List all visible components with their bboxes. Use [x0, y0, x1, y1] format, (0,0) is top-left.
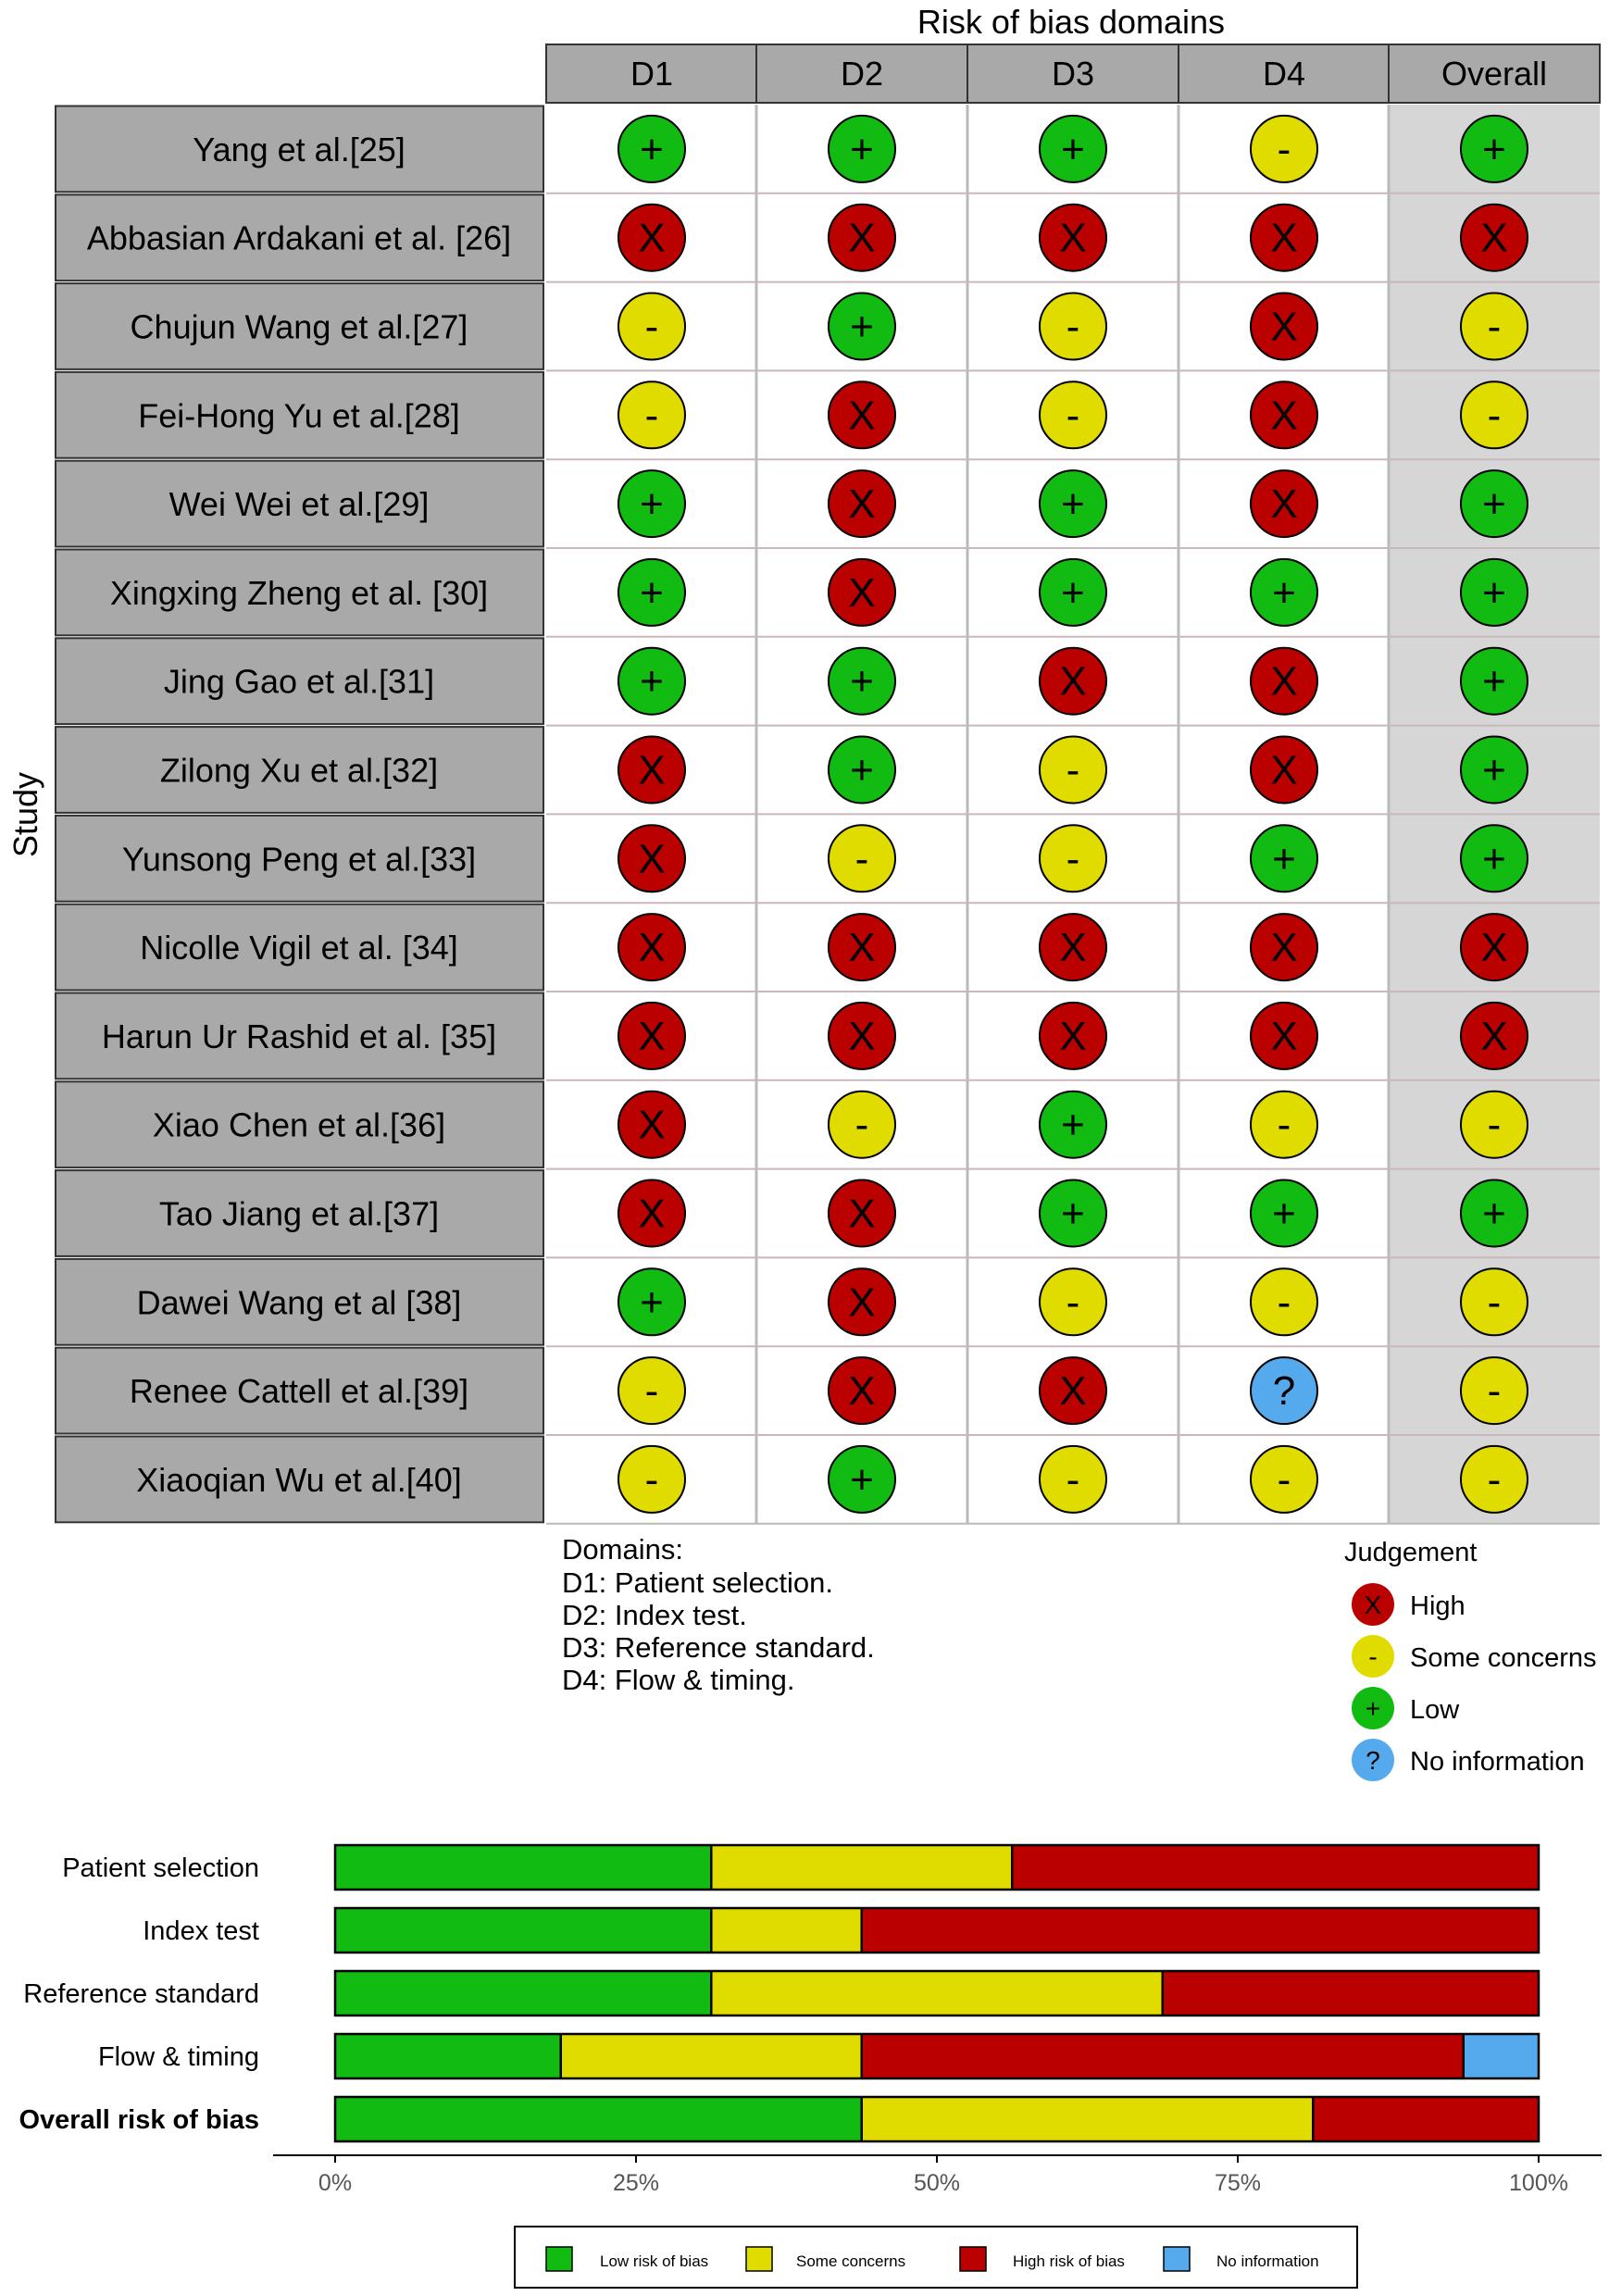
judgement-symbol: - — [1487, 1102, 1502, 1148]
judgement-symbol: - — [1277, 1279, 1291, 1326]
bar-segment-some — [561, 2034, 862, 2078]
domains-heading: Domains: — [562, 1533, 683, 1566]
study-label: Yang et al.[25] — [193, 130, 405, 168]
judgement-symbol: + — [640, 126, 664, 172]
legend-label-high: High — [1410, 1591, 1466, 1621]
judgement-symbol: X — [1059, 215, 1087, 261]
judgement-symbol: + — [1061, 126, 1085, 172]
judgement-symbol: X — [848, 569, 876, 616]
bar-segment-noinfo — [1464, 2034, 1539, 2078]
bar-segment-high — [1313, 2097, 1539, 2141]
judgement-symbol: - — [644, 1456, 659, 1503]
bar-category-label: Flow & timing — [97, 2042, 259, 2072]
traffic-light-plot — [6, 3, 1600, 1781]
header-label-d4: D4 — [1262, 55, 1306, 93]
summary-bar-chart — [19, 1845, 1602, 2288]
judgement-symbol: + — [1482, 658, 1506, 705]
judgement-symbol: X — [1270, 481, 1298, 528]
judgement-symbol: X — [638, 1191, 666, 1237]
study-label: Nicolle Vigil et al. [34] — [140, 929, 458, 967]
judgement-symbol: - — [644, 1368, 659, 1415]
judgement-symbol: + — [1482, 747, 1506, 793]
domain-description: D2: Index test. — [562, 1599, 747, 1631]
judgement-symbol: - — [1066, 1456, 1080, 1503]
legend-symbol: ? — [1366, 1746, 1380, 1775]
judgement-symbol: + — [1482, 126, 1506, 172]
x-tick-label: 100% — [1509, 2170, 1568, 2196]
study-label: Xiaoqian Wu et al.[40] — [136, 1460, 462, 1499]
x-tick-label: 0% — [318, 2170, 353, 2196]
judgement-symbol: X — [1480, 215, 1508, 261]
legend-symbol: X — [1364, 1591, 1382, 1619]
judgement-symbol: + — [640, 1279, 664, 1326]
judgement-symbol: - — [1066, 747, 1080, 793]
judgement-symbol: + — [850, 1456, 874, 1503]
study-label: Tao Jiang et al.[37] — [158, 1194, 440, 1233]
study-label: Wei Wei et al.[29] — [168, 485, 430, 524]
bar-legend-label-high: High risk of bias — [1013, 2252, 1125, 2270]
judgement-symbol: ? — [1272, 1368, 1296, 1415]
judgement-symbol: - — [854, 836, 869, 882]
study-label: Jing Gao et al.[31] — [163, 662, 435, 701]
bar-segment-low — [335, 1971, 711, 2015]
bar-legend-swatch-low — [546, 2247, 572, 2271]
judgement-symbol: + — [1272, 1191, 1296, 1237]
judgement-symbol: + — [1272, 569, 1296, 616]
study-label: Yunsong Peng et al.[33] — [121, 840, 477, 879]
judgement-symbol: X — [1059, 1013, 1087, 1059]
judgement-symbol: - — [1066, 393, 1080, 439]
judgement-symbol: + — [850, 747, 874, 793]
bar-segment-high — [1163, 1971, 1539, 2015]
judgement-symbol: - — [1066, 1279, 1080, 1326]
bar-segment-some — [711, 1971, 1163, 2015]
judgement-symbol: X — [1480, 1013, 1508, 1059]
header-label-d1: D1 — [630, 55, 674, 93]
judgement-symbol: X — [1270, 925, 1298, 971]
judgement-symbol: + — [1482, 1191, 1506, 1237]
judgement-symbol: + — [1272, 836, 1296, 882]
judgement-symbol: X — [848, 215, 876, 261]
judgement-symbol: + — [1482, 481, 1506, 528]
study-label: Harun Ur Rashid et al. [35] — [101, 1017, 497, 1055]
x-tick-label: 75% — [1214, 2170, 1262, 2196]
header-label-d2: D2 — [840, 55, 884, 93]
judgement-symbol: - — [1066, 304, 1080, 350]
judgement-symbol: X — [1059, 925, 1087, 971]
judgement-symbol: - — [1277, 126, 1291, 172]
bar-legend-swatch-some — [746, 2247, 772, 2271]
judgement-symbol: X — [638, 836, 666, 882]
judgement-symbol: + — [640, 481, 664, 528]
judgement-symbol: X — [1270, 1013, 1298, 1059]
bar-segment-some — [711, 1908, 862, 1953]
judgement-symbol: - — [1487, 1368, 1502, 1415]
judgement-symbol: + — [850, 304, 874, 350]
judgement-symbol: X — [638, 747, 666, 793]
bar-segment-some — [711, 1845, 1012, 1890]
judgement-symbol: X — [1059, 1368, 1087, 1415]
judgement-symbol: X — [1270, 393, 1298, 439]
judgement-legend-title: Judgement — [1344, 1538, 1478, 1567]
judgement-symbol: + — [1061, 1102, 1085, 1148]
bar-category-label: Reference standard — [23, 1979, 259, 2009]
study-label: Fei-Hong Yu et al.[28] — [138, 396, 460, 435]
judgement-symbol: - — [644, 393, 659, 439]
study-label: Zilong Xu et al.[32] — [159, 751, 439, 790]
judgement-symbol: - — [854, 1102, 869, 1148]
study-label: Chujun Wang et al.[27] — [130, 307, 468, 346]
legend-symbol: - — [1368, 1642, 1378, 1671]
domains-title: Risk of bias domains — [917, 3, 1226, 41]
judgement-symbol: + — [640, 569, 664, 616]
bar-segment-high — [1012, 1845, 1539, 1890]
judgement-symbol: - — [1487, 1279, 1502, 1326]
judgement-symbol: - — [1277, 1456, 1291, 1503]
domain-description: D4: Flow & timing. — [562, 1664, 795, 1696]
judgement-symbol: - — [1487, 393, 1502, 439]
x-tick-label: 50% — [913, 2170, 961, 2196]
judgement-symbol: - — [1487, 1456, 1502, 1503]
judgement-symbol: + — [1482, 569, 1506, 616]
y-axis-label: Study — [6, 771, 44, 858]
judgement-symbol: X — [1270, 658, 1298, 705]
judgement-symbol: + — [1061, 569, 1085, 616]
judgement-symbol: X — [848, 1279, 876, 1326]
domain-description: D3: Reference standard. — [562, 1631, 875, 1664]
judgement-symbol: X — [638, 1102, 666, 1148]
bar-segment-low — [335, 2097, 862, 2141]
judgement-symbol: + — [1482, 836, 1506, 882]
study-label: Dawei Wang et al [38] — [136, 1283, 462, 1322]
judgement-symbol: X — [1059, 658, 1087, 705]
judgement-symbol: + — [850, 658, 874, 705]
bar-segment-low — [335, 1908, 711, 1953]
judgement-symbol: - — [1277, 1102, 1291, 1148]
judgement-symbol: X — [1270, 304, 1298, 350]
judgement-symbol: X — [848, 1013, 876, 1059]
judgement-symbol: X — [848, 393, 876, 439]
domain-description: D1: Patient selection. — [562, 1566, 833, 1599]
bar-legend-label-low: Low risk of bias — [600, 2252, 709, 2270]
judgement-symbol: X — [1270, 215, 1298, 261]
study-label: Xiao Chen et al.[36] — [152, 1105, 446, 1144]
bar-legend-label-noinfo: No information — [1216, 2252, 1319, 2270]
bar-legend-swatch-noinfo — [1164, 2247, 1190, 2271]
judgement-symbol: X — [638, 1013, 666, 1059]
study-label: Renee Cattell et al.[39] — [129, 1372, 469, 1411]
judgement-symbol: X — [1480, 925, 1508, 971]
header-label-overall: Overall — [1441, 55, 1548, 93]
study-label: Abbasian Ardakani et al. [26] — [86, 218, 512, 257]
judgement-symbol: X — [848, 1191, 876, 1237]
bar-segment-low — [335, 2034, 561, 2078]
judgement-symbol: + — [1061, 481, 1085, 528]
bar-category-label: Patient selection — [62, 1853, 259, 1883]
study-label: Xingxing Zheng et al. [30] — [109, 573, 489, 612]
x-tick-label: 25% — [612, 2170, 660, 2196]
bar-segment-high — [862, 1908, 1539, 1953]
bar-segment-low — [335, 1845, 711, 1890]
bar-category-label: Overall risk of bias — [19, 2105, 259, 2135]
judgement-symbol: X — [848, 481, 876, 528]
judgement-symbol: X — [848, 925, 876, 971]
judgement-symbol: + — [1061, 1191, 1085, 1237]
judgement-symbol: + — [640, 658, 664, 705]
judgement-symbol: X — [848, 1368, 876, 1415]
judgement-symbol: - — [1066, 836, 1080, 882]
judgement-symbol: - — [644, 304, 659, 350]
header-label-d3: D3 — [1051, 55, 1095, 93]
bar-legend-swatch-high — [960, 2247, 986, 2271]
judgement-symbol: - — [1487, 304, 1502, 350]
legend-label-low: Low — [1410, 1695, 1460, 1725]
legend-label-some: Some concerns — [1410, 1643, 1597, 1673]
bar-segment-high — [862, 2034, 1464, 2078]
bar-legend-label-some: Some concerns — [796, 2252, 906, 2270]
bar-category-label: Index test — [143, 1916, 259, 1946]
judgement-symbol: + — [850, 126, 874, 172]
legend-symbol: + — [1365, 1694, 1381, 1723]
judgement-symbol: X — [1270, 747, 1298, 793]
judgement-symbol: X — [638, 925, 666, 971]
judgement-symbol: X — [638, 215, 666, 261]
legend-label-noinfo: No information — [1410, 1747, 1585, 1777]
bar-segment-some — [862, 2097, 1314, 2141]
